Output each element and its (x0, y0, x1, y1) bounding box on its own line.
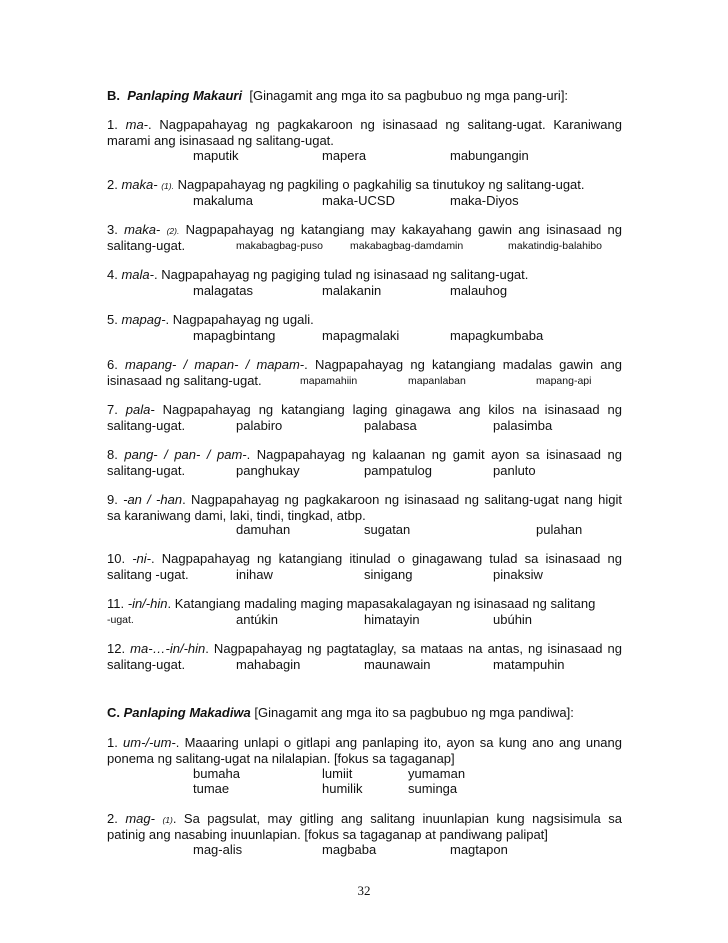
example-word: pinaksiw (493, 567, 543, 582)
page-number: 32 (357, 883, 371, 898)
item-b11 (107, 596, 622, 612)
item-text: . Nagpapahayag ng pagkakaroon ng isinasaad ng salitang-ugat nang higit (182, 492, 622, 507)
example-word: tumae (193, 781, 230, 796)
example-word: makaluma (193, 193, 253, 208)
example-word: mahabagin (236, 657, 301, 672)
example-word: maka-Diyos (450, 193, 519, 208)
section-title: Panlaping Makadiwa (123, 705, 251, 720)
example-word: panluto (493, 463, 536, 478)
item-text: . Nagpapahayag ng pagiging tulad ng isinasaad ng salitang-ugat. (153, 267, 529, 282)
item-b6 (107, 357, 622, 373)
example-word: maputik (193, 148, 239, 163)
item-c1 (107, 735, 622, 751)
item-affix: -an / -han (123, 492, 183, 507)
example-word: ubúhin (493, 612, 533, 627)
example-word: matampuhin (493, 657, 565, 672)
item-affix: -ni- (132, 551, 151, 566)
item-affix: -in/-hin (127, 596, 168, 611)
section-title: Panlaping Makauri (127, 88, 243, 103)
item-number: 8. (107, 447, 118, 462)
item-b11-cont: -ugat. (107, 614, 134, 626)
example-word: sinigang (364, 567, 413, 582)
item-affix: ma- (125, 117, 148, 132)
item-b8-cont: salitang-ugat. (107, 463, 186, 478)
item-text: . Nagpapahayag ng ugali. (165, 312, 314, 327)
example-word: malauhog (450, 283, 508, 298)
example-word: mapagmalaki (322, 328, 400, 343)
example-word: malagatas (193, 283, 253, 298)
item-number: 2. (107, 811, 118, 826)
item-b5 (107, 312, 622, 328)
example-word: palabasa (364, 418, 417, 433)
example-word: mag-alis (193, 842, 243, 857)
item-b9-cont: sa karaniwang dami, laki, tindi, tingkad, atbp. (107, 508, 366, 523)
item-number: 6. (107, 357, 118, 372)
item-b3 (107, 222, 622, 239)
item-b2 (107, 177, 622, 194)
item-affix: ma-…-in/-hin (130, 641, 206, 656)
item-number: 7. (107, 402, 118, 417)
item-affix: mag- (125, 811, 155, 826)
item-b12 (107, 641, 622, 657)
section-c-heading (107, 705, 622, 721)
item-affix: mala- (121, 267, 154, 282)
item-note: (2). (166, 226, 180, 236)
example-word: himatayin (364, 612, 420, 627)
item-b9 (107, 492, 622, 508)
item-b1 (107, 117, 622, 133)
example-word: humilik (322, 781, 363, 796)
item-text: . Nagpapahayag ng pagkakaroon ng isinasaad ng salitang-ugat. Karaniwang (148, 117, 622, 132)
item-affix: um-/-um- (123, 735, 176, 750)
example-word: mapanlaban (408, 375, 466, 387)
item-b1-cont: marami ang isinasaad ng salitang-ugat. (107, 133, 334, 148)
section-letter: B. (107, 88, 120, 103)
item-text: . Katangiang madaling maging mapasakalagayan ng isinasaad ng salitang (167, 596, 596, 611)
item-text: . Sa pagsulat, may gitling ang salitang inuunlapian kung nagsisimula sa (172, 811, 622, 826)
example-word: makatindig-balahibo (508, 240, 602, 252)
example-word: mapamahiin (300, 375, 358, 387)
example-word: suminga (408, 781, 458, 796)
example-word: sugatan (364, 522, 411, 537)
example-word: mapera (322, 148, 367, 163)
item-text: . Nagpapahayag ng katangiang madalas gawin ang (304, 357, 622, 372)
item-affix: pang- / pan- / pam- (124, 447, 247, 462)
example-word: yumaman (408, 766, 466, 781)
item-number: 9. (107, 492, 118, 507)
example-word: makabagbag-puso (236, 240, 323, 252)
item-text: . Maaaring unlapi o gitlapi ang panlaping ito, ayon sa kung ano ang unang (175, 735, 622, 750)
example-word: mapagbintang (193, 328, 276, 343)
section-description: [Ginagamit ang mga ito sa pagbubuo ng mga pandiwa]: (254, 705, 574, 720)
item-affix: maka- (121, 177, 158, 192)
item-number: 4. (107, 267, 118, 282)
example-word: pampatulog (364, 463, 432, 478)
item-b6-cont: isinasaad ng salitang-ugat. (107, 373, 262, 388)
item-number: 5. (107, 312, 118, 327)
item-affix: mapag- (121, 312, 166, 327)
item-c2 (107, 811, 622, 828)
item-text: Nagpapahayag ng katangiang laging ginagawa ang kilos na isinasaad ng (154, 402, 622, 417)
example-word: makabagbag-damdamin (350, 240, 464, 252)
item-affix: pala- (125, 402, 155, 417)
example-word: antúkin (236, 612, 278, 627)
item-b7 (107, 402, 622, 418)
example-word: maunawain (364, 657, 431, 672)
item-number: 10. (107, 551, 126, 566)
example-word: mapagkumbaba (450, 328, 544, 343)
item-b3-cont: salitang-ugat. (107, 238, 186, 253)
example-word: pulahan (536, 522, 583, 537)
item-text: Nagpapahayag ng pagkiling o pagkahilig sa tinutukoy ng salitang-ugat. (177, 177, 585, 192)
item-number: 1. (107, 735, 118, 750)
item-b7-cont: salitang-ugat. (107, 418, 186, 433)
item-b10-cont: salitang -ugat. (107, 567, 189, 582)
item-text: . Nagpapahayag ng katangiang itinulad o ginagawang tulad sa isinasaad ng (151, 551, 622, 566)
section-letter: C. (107, 705, 120, 720)
example-word: damuhan (236, 522, 291, 537)
item-c1-cont: ponema ng salitang-ugat na nilalapian. [fokus sa tagaganap] (107, 751, 455, 766)
item-text: Nagpapahayag ng katangiang may kakayahang gawin ang isinasaad ng (185, 222, 622, 237)
item-note: (1). (161, 181, 174, 191)
example-word: mapang-api (536, 375, 592, 387)
item-number: 1. (107, 117, 118, 132)
section-b-heading (107, 88, 622, 104)
example-word: palabiro (236, 418, 283, 433)
example-word: malakanin (322, 283, 382, 298)
example-word: maka-UCSD (322, 193, 395, 208)
item-number: 12. (107, 641, 126, 656)
example-word: palasimba (493, 418, 553, 433)
section-description: [Ginagamit ang mga ito sa pagbubuo ng mga pang-uri]: (249, 88, 569, 103)
example-word: lumiit (322, 766, 353, 781)
item-b12-cont: salitang-ugat. (107, 657, 186, 672)
item-affix: maka- (124, 222, 161, 237)
example-word: bumaha (193, 766, 240, 781)
item-text: . Nagpapahayag ng kalaanan ng gamit ayon sa isinasaad ng (246, 447, 623, 462)
item-number: 2. (107, 177, 118, 192)
item-b4 (107, 267, 622, 283)
example-word: panghukay (236, 463, 300, 478)
item-number: 11. (107, 596, 125, 611)
item-b8 (107, 447, 622, 463)
example-word: magtapon (450, 842, 508, 857)
item-number: 3. (107, 222, 118, 237)
example-word: inihaw (236, 567, 273, 582)
item-text: . Nagpapahayag ng pagtataglay, sa mataas na antas, ng isinasaad ng (205, 641, 622, 656)
example-word: mabungangin (450, 148, 529, 163)
item-note: (1) (162, 815, 173, 825)
item-b10 (107, 551, 622, 567)
example-word: magbaba (322, 842, 377, 857)
item-c2-cont: patinig ang nasabing inuunlapian. [fokus sa tagaganap at pandiwang palipat] (107, 827, 548, 842)
item-affix: mapang- / mapan- / mapam- (125, 357, 305, 372)
